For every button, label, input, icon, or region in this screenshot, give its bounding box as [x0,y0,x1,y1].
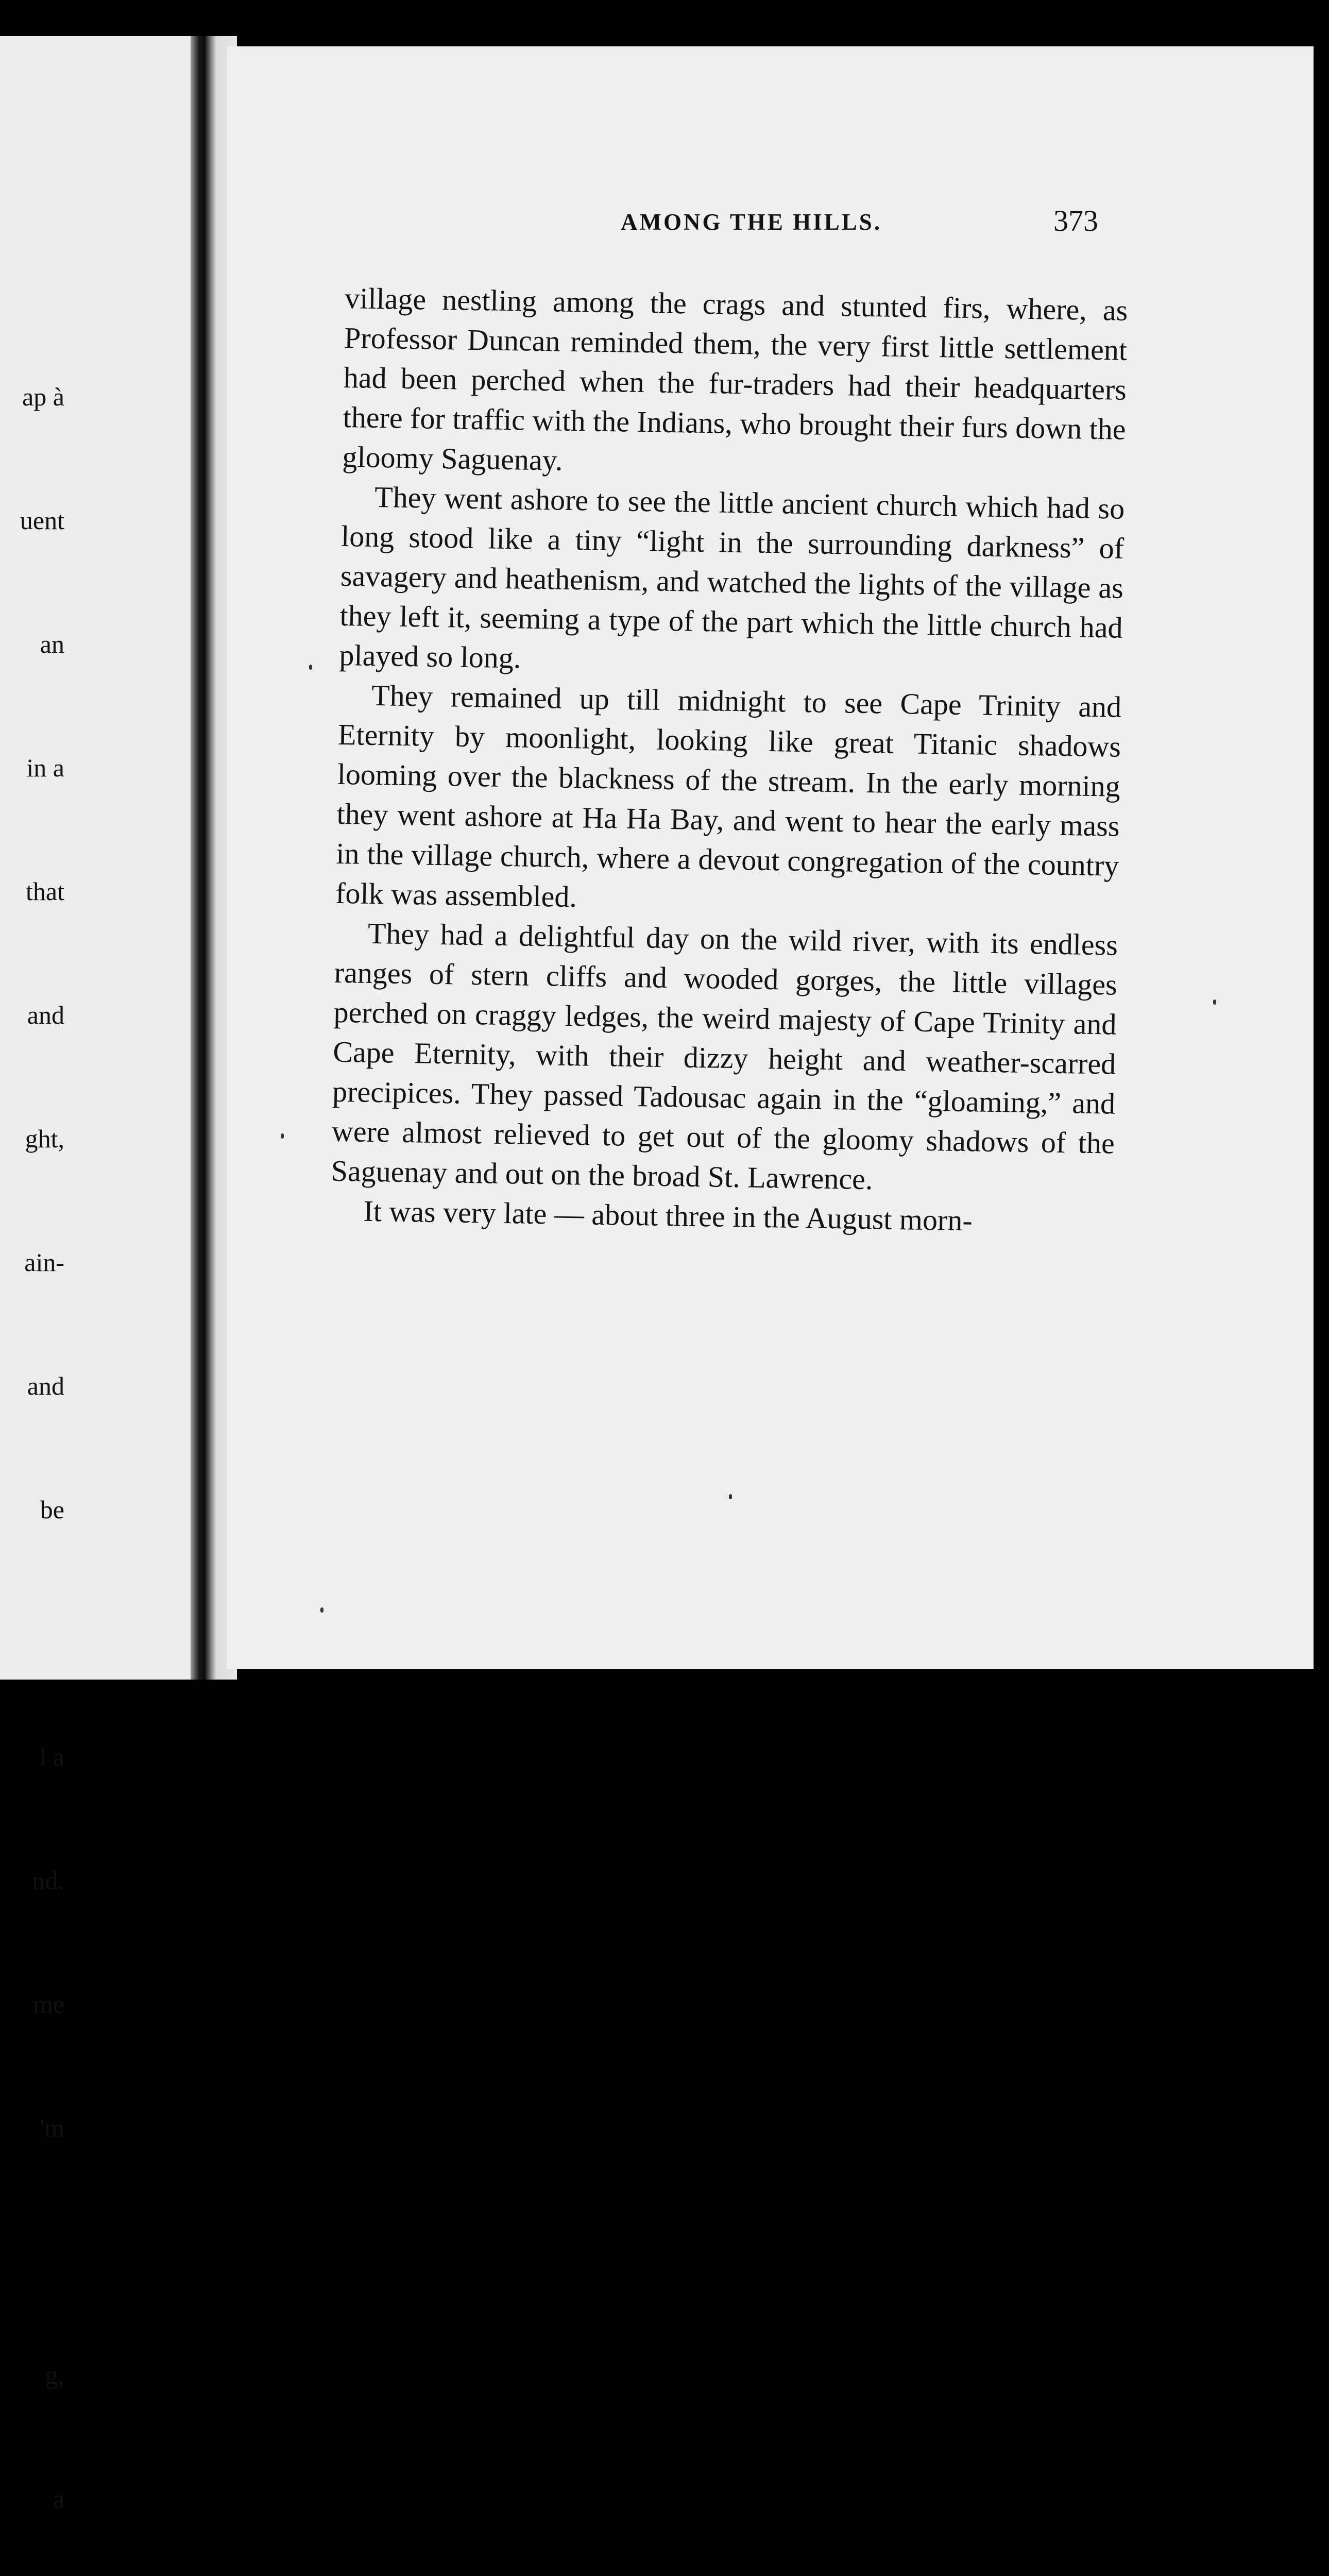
line-fragment: that [26,877,64,906]
paper-speck [309,665,312,670]
running-head: AMONG THE HILLS. [621,209,882,235]
line-fragment: an [40,630,64,658]
line-fragment: a [53,2484,64,2513]
line-fragment: ain- [24,1248,64,1277]
paragraph: village nestling among the crags and stunted firs, where, as Professor Duncan reminded them, the very first little settlement had been perched when the fur-traders had their headquarters there for traffic with the Indians, who brought their furs down the gloomy Saguenay. [342,281,1128,477]
paper-speck [1213,999,1216,1005]
line-fragment: in a [26,753,64,782]
paper-speck [281,1133,284,1139]
line-fragment: 'm [40,2113,64,2142]
line-fragment: and [27,1371,64,1400]
paragraph: It was very late — about three in the August morn- [363,1194,973,1238]
paper-speck [320,1607,323,1613]
paper-speck [729,1494,732,1499]
line-fragment: nd. [32,1866,64,1895]
page-body-text [330,278,1128,1243]
line-fragment: g, [45,2361,64,2389]
line-fragment: l a [39,1742,64,1771]
paragraph: They had a delightful day on the wild river, with its endless ranges of stern cliffs and wooded gorges, the little villages perched on craggy ledges, the weird majesty of Cape Trinity and Cape Eternity, with their dizzy height and weather-scarred precipices. They passed Tadousac again in the “gloaming,” and were almost relieved to get out of the gloomy shadows of the Saguenay and out on the broad St. Lawrence. [331,916,1118,1196]
paragraph: They went ashore to see the little ancient church which had so long stood like a tiny “light in the surrounding darkness” of savagery and heathenism, and watched the lights of the village as they left it, seeming a type of the part which the little church had played so long. [338,480,1125,675]
line-fragment [0,1613,64,1654]
line-fragment: uent [20,506,64,535]
line-fragment: ap à [22,382,64,411]
page-number: 373 [1053,204,1098,238]
paragraph: They remained up till midnight to see Cape Trinity and Eternity by moonlight, looking like great Titanic shadows looming over the blackness of the stream. In the early morning they went ashore at Ha Ha Bay, and went to hear the early mass in the village church, where a devout congregation of the country folk was assembled. [335,678,1122,914]
previous-page-edge [0,36,191,2513]
line-fragment: ght, [25,1124,64,1153]
line-fragment [0,2231,64,2272]
line-fragment: and [27,1001,64,1029]
line-fragment: be [40,1495,64,1524]
previous-page-line-fragments [0,294,64,2576]
line-fragment: me [32,1990,64,2019]
